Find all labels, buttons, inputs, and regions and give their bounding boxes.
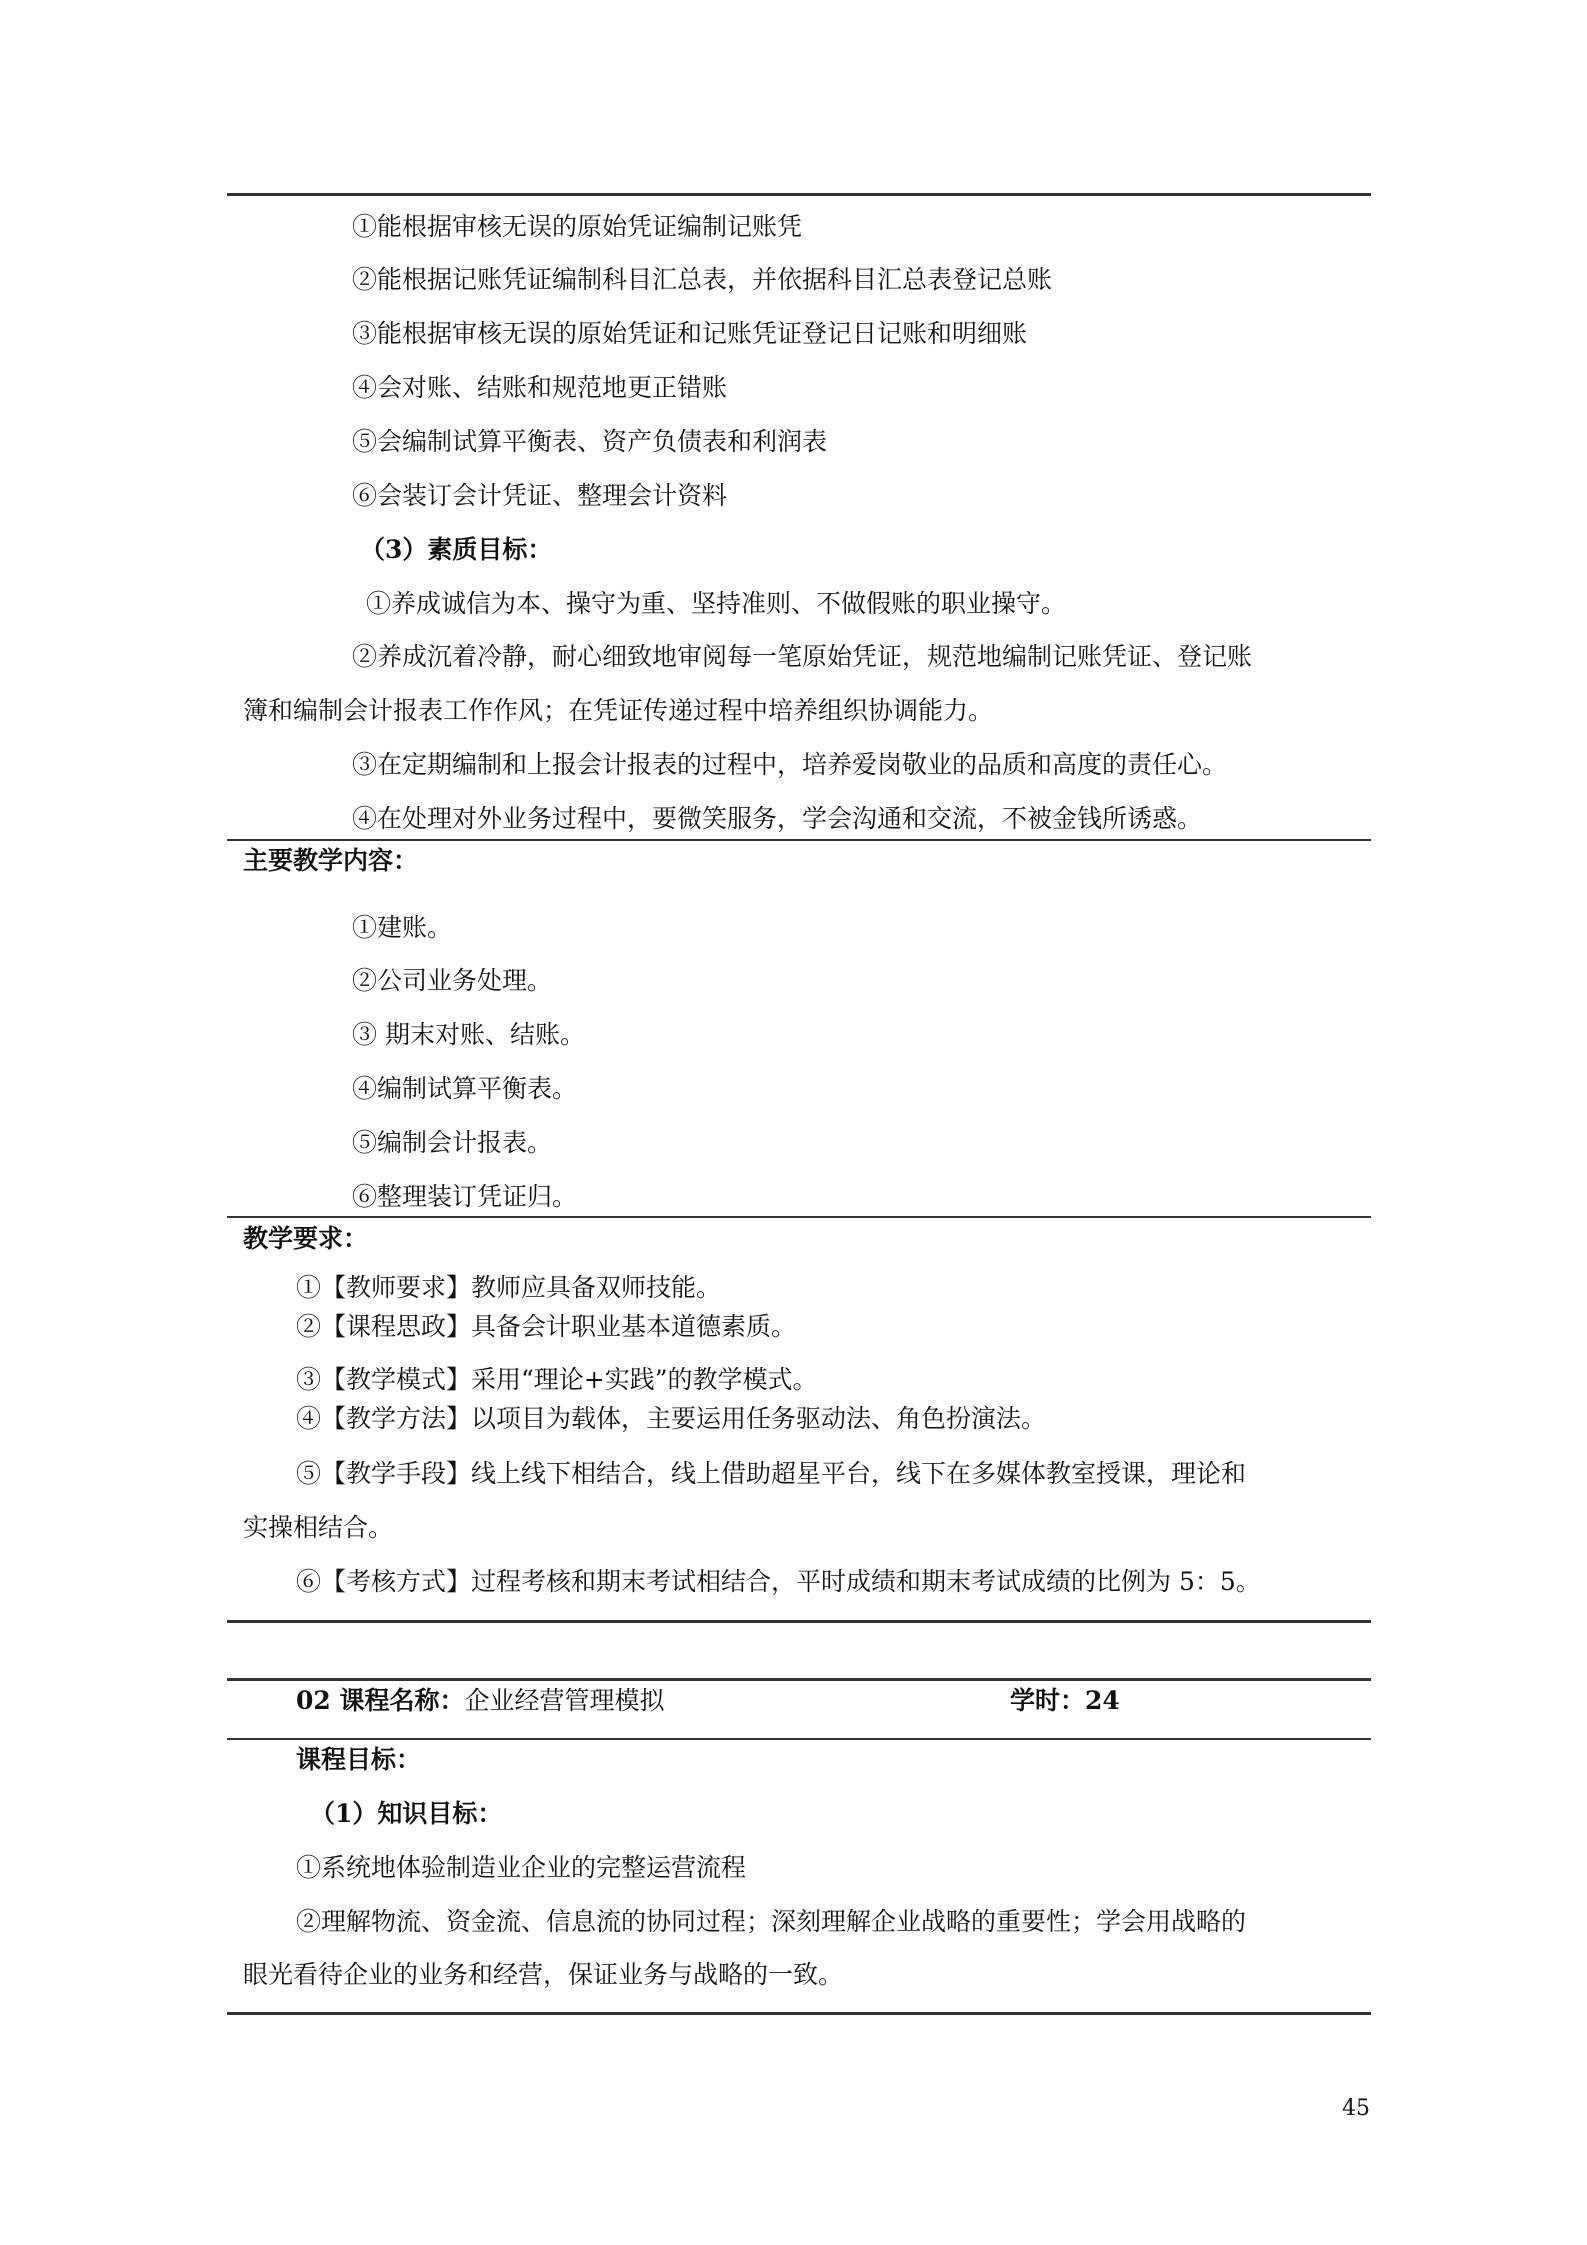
knowledge-item-2-cont: 眼光看待企业的业务和经营，保证业务与战略的一致。 [243, 1960, 844, 1989]
requirements-heading: 教学要求： [243, 1224, 369, 1253]
row-divider [227, 839, 1371, 841]
knowledge-heading: （1）知识目标： [310, 1799, 503, 1828]
page-number: 45 [1342, 2096, 1370, 2121]
skill-item-5: ⑤会编制试算平衡表、资产负债表和利润表 [352, 427, 828, 456]
knowledge-item-1: ①系统地体验制造业企业的完整运营流程 [296, 1853, 747, 1882]
content-item-6: ⑥整理装订凭证归。 [352, 1182, 578, 1211]
course-name-label: 02 课程名称： [296, 1686, 465, 1715]
course-hours [1010, 1684, 1120, 1718]
quality-item-3: ③在定期编制和上报会计报表的过程中，培养爱岗敬业的品质和高度的责任心。 [352, 750, 1228, 779]
skill-item-3: ③能根据审核无误的原始凭证和记账凭证登记日记账和明细账 [352, 319, 1028, 348]
requirement-item-2: ②【课程思政】具备会计职业基本道德素质。 [296, 1312, 797, 1341]
skill-item-1: ①能根据审核无误的原始凭证编制记账凭 [352, 212, 803, 241]
content-item-4: ④编制试算平衡表。 [352, 1074, 578, 1103]
skill-item-2: ②能根据记账凭证编制科目汇总表，并依据科目汇总表登记总账 [352, 265, 1053, 294]
table2-bottom-border [227, 2012, 1371, 2015]
requirement-item-1: ①【教师要求】教师应具备双师技能。 [296, 1273, 722, 1302]
course-hours-value: 24 [1085, 1686, 1120, 1715]
requirement-item-5: ⑤【教学手段】线上线下相结合，线上借助超星平台，线下在多媒体教室授课，理论和 [296, 1459, 1247, 1488]
quality-item-2: ②养成沉着冷静，耐心细致地审阅每一笔原始凭证，规范地编制记账凭证、登记账 [352, 642, 1253, 671]
table-bottom-border [227, 1620, 1371, 1623]
content-item-5: ⑤编制会计报表。 [352, 1128, 553, 1157]
quality-heading: （3）素质目标： [360, 535, 553, 564]
course-name-value: 企业经营管理模拟 [464, 1686, 665, 1715]
quality-item-1: ①养成诚信为本、操守为重、坚持准则、不做假账的职业操守。 [366, 589, 1067, 618]
knowledge-item-2: ②理解物流、资金流、信息流的协同过程；深刻理解企业战略的重要性；学会用战略的 [296, 1907, 1247, 1936]
course-hours-label: 学时： [1010, 1686, 1086, 1715]
requirement-item-4: ④【教学方法】以项目为载体，主要运用任务驱动法、角色扮演法。 [296, 1404, 1047, 1433]
quality-item-2-cont: 簿和编制会计报表工作作风；在凭证传递过程中培养组织协调能力。 [243, 696, 994, 725]
table-top-border [227, 193, 1371, 196]
course-goal-heading: 课程目标： [296, 1745, 422, 1774]
row-divider [227, 1738, 1371, 1740]
content-item-2: ②公司业务处理。 [352, 966, 553, 995]
requirement-item-6: ⑥【考核方式】过程考核和期末考试相结合，平时成绩和期末考试成绩的比例为 5：5。 [296, 1567, 1261, 1596]
requirement-item-5-cont: 实操相结合。 [243, 1513, 394, 1542]
content-item-3: ③ 期末对账、结账。 [352, 1020, 585, 1049]
skill-item-6: ⑥会装订会计凭证、整理会计资料 [352, 481, 728, 510]
quality-item-4: ④在处理对外业务过程中，要微笑服务，学会沟通和交流，不被金钱所诱惑。 [352, 804, 1203, 833]
row-divider [227, 1216, 1371, 1218]
skill-item-4: ④会对账、结账和规范地更正错账 [352, 373, 728, 402]
requirement-item-3: ③【教学模式】采用“理论+实践”的教学模式。 [296, 1365, 818, 1394]
course-name-row [296, 1684, 665, 1718]
table2-top-border [227, 1678, 1371, 1681]
content-item-1: ①建账。 [352, 913, 453, 942]
content-heading: 主要教学内容： [243, 846, 419, 875]
